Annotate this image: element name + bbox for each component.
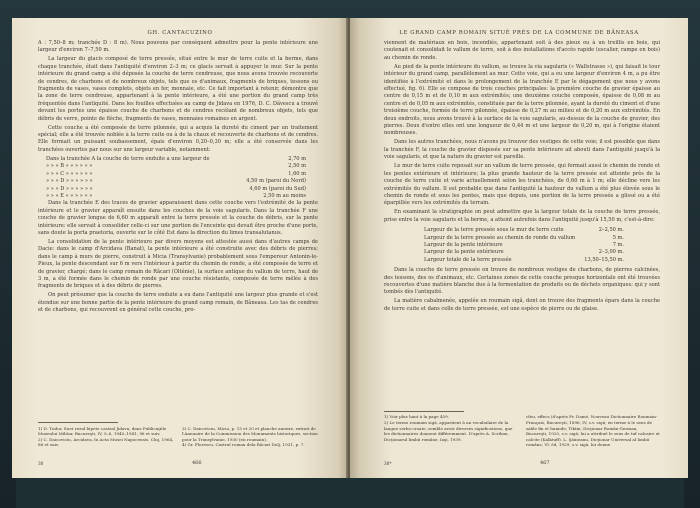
table-label: Largeur de la pente intérieure [424,241,503,248]
paragraph: La consolidation de la pente intérieure par divers moyens est attestée aussi dans d'autres camps de Dacie: dans le camp d'Arcidava (Banat), la pente intérieure a été construite avec des débris de pierres; dans le camp à murs de pierre, construit à Micia (Transylvanie) probablement sous l'empereur Antonin-le-Pieux, la pente descendant sur 6 m vers l'intérieur à partir du chemin de ronde, a été composée de terre et de gravier, chargé; dans le camp romain de Răcari (Olténie), la surface antique du vallum de terre, haut de 3 m, a été formée dans le chemin de ronde par une couche résistante, composée de terre mêlée à des fragments de briques et à des débris de pierres. [38,238,318,290]
footnote: cfeu, effecs (d'après Fr. Damé, Nouveau Dictionnaire Roumain-Français, Bucureşti, 1896, IV, s.v. sigă; en terme à le sens de sable fin et humide; Tiktin, Dicţionar Român-German, Bucureşti, 1925, s.v. sigă; lui a attribué le sens de tuf calcaire et calcite (Kalktuff). L. Şăineanu, Dicţionar Universal al limbii române, Vl. éd, 1929, s.v. sigă, lui donne [526,414,660,448]
table-value: 2–2,50 m. [598,227,624,234]
list-value: 2,50 m [288,163,306,170]
list-value: 4,60 m (paroi du Sud) [249,185,306,192]
list-item [46,178,306,185]
width-table [424,227,624,264]
right-signature-mark: 30* [384,461,392,466]
left-page-number: 466 [192,460,202,466]
left-running-head: GH. CANTACUZINO [147,30,213,36]
table-value: 5 m. [612,234,624,241]
table-row [424,235,624,242]
list-item [46,186,306,193]
paragraph: Dans la tranchée E des traces de gravier apparaissent dans cette couche vers l'extrémité de la pente intérieure et le gravier apparaît ensuite dans les couches de la voie sagularis. Dans la tranchée F une couche de gravier longue de 6,60 m apparaît entre la terre pressée et la couche de débris, sur la pente intérieure: elle servait à consolider celle-ci sur une portion de l'enceinte qui devait être proche d'une porte, sans doute la porta praetoria, ouverte sur le côté Est dans la direction du limes transalutanus. [38,200,318,236]
footnote: 4) Gr. Florescu, Castrul roman dela Răcari Dolj, 1931, p. 7. [182,442,305,448]
table-value: 2–3,00 m. [598,249,624,256]
paragraph: Dans la couche de terre pressée on trouve de nombreux vestiges de charbons, de pierres calcinées, des tessons, des os d'animaux, etc. Certaines zones de cette couche presque horizontale ont été trouvées recouvertes d'une matière blanche due à la fermentation de produits ou de déchets organiques; qui y sont tombés dès l'antiquité. [384,267,660,296]
list-label: » » » D » » » » » » [46,178,93,185]
left-page [12,18,348,478]
table-label: Largeur de la terre pressée sous le mur de terre cuite [424,227,564,234]
list-label: Dans la tranchée A la couche de terre enduite a une largeur de [46,155,210,162]
list-label: » » » B » » » » » » [46,163,93,170]
paragraph: A : 7,50–8 m; tranchée D : 8 m). Nous pouvons par conséquent admettre pour la pente intérieure une largeur d'environ 7–7,50 m. [38,40,318,54]
table-value: 13,50–15,50 m. [584,256,624,263]
list-label: » » » E » » » » » » [46,192,93,199]
right-page-body [384,40,660,315]
footnote: 1) Voir plus haut à la page 459. [384,414,450,420]
table-row [424,249,624,256]
table-label: Largeur totale de la terre pressée [424,256,512,263]
paragraph: Au pied de la pente intérieure du vallum, se trouve la via sagularis (« Wallstrasse »), qui faisait le tour intérieur du grand camp, parallèlement au mur. Cette voie, qui a eu une largeur d'environ 4 m, a pu être identifiée à l'extrémité et dans le prolongement de la tranchée E par le dégagement que nous y avons effectué, fig. 6). Elle se compose de trois couches principales: la première couche de gravier épaisse au centre de 0,15 m et de 0,10 m aux extrémités; une deuxième couche composée, épaisse de 0,08 m au centre et de 0,05 m aux extrémités, constituée par de la terre pilonnée, ayant la dureté du ciment et d'une troisième couche, formée de terre pilonnée, épaisse de 0,27 m au milieu et de 0,20 m aux extrémités. En deux endroits, nous avons trouvé à la surface de la voie sagularis, au-dessus de la couche de gravier, des pierres. Deux d'entre elles ont une longueur de 0,44 m et une largeur de 0,20 m, qui à l'origine étaient nombreuses. [384,63,660,137]
right-running-head: LE GRAND CAMP ROMAIN SITUÉ PRÈS DE LA COMMUNE DE BĂNEASA [399,30,639,36]
list-value: 2,70 m [288,155,306,162]
list-item [46,156,306,163]
table-value: 7 m. [612,241,624,248]
paragraph: Dans les autres tranchées, nous n'avons pu trouver des vestiges de cette voie; il est possible que dans la tranchée F, la couche de gravier disposée sur sa pente intérieure ait abouti dans l'antiquité jusqu'à la voie sagularis, et que la nature du gravier est pareille. [384,139,660,161]
footnote: 3) C. Daicoviciu, Micia, p. 15 et 20 et planche annexe, extrait de l'Annuaire de la Commission des Monuments historiques, section pour la Transylvanie, 1930 (en roumain). [182,425,318,442]
table-label: Largeur de la terre pressée au chemin de ronde du vallum [424,234,576,241]
footnote-rule [384,411,464,412]
table-row [424,227,624,234]
list-item [46,163,306,170]
paragraph: La matière cabalmenée, appelée en roumain sigă, dont on trouve des fragments épars dans la couche de terre cuite et dans celle de terre pressée, est une espèce de pierre ou de glaise. [384,298,660,312]
footnote: 2) Le terme roumain sigă, appartient à un vocabulaire de la langue serbo-croate, semble avoir diverses significations, que les dictionnaires donnent différemment. D'après A. Scriban, Dicţionarul limbii române, Iaşi, 1939. [384,420,513,442]
right-page [350,18,688,478]
paragraph: En examinant la stratigraphie on peut admettre que la largeur totale de la couche de terre pressée, prise entre la voie sagularis et la berme, a atteint autrefois dans l'antiquité jusqu'à 15,50 m, c'est-à-dire: [384,209,660,223]
left-page-body [38,40,318,316]
table-label: Largeur de la pente extérieure [424,249,504,256]
list-label: » » » D » » » » » » [46,185,93,192]
table-row [424,257,624,264]
right-page-number: 467 [540,460,550,466]
list-value: 4,50 m (paroi du Nord) [246,178,306,185]
list-item [46,171,306,178]
left-signature-mark: 30 [38,461,44,466]
paragraph: La largeur du glacis composé de terre pressée, situé entre le mur de terre cuite et la berme, dans chaque tranchée, était dans l'antiquité d'environ 2–3 m; ce glacis servait à appuyer le mur. Sur la pente intérieure du grand camp a été déposée la couche de terre cendreuse, que nous avons trouvée recouverte de cendres, de charbons et de nombreux objets, tels que os d'animaux, fragments de briques, tessons ou fragments de vases, vases complets, objets en fer, monnaie, etc. Ce fait important à retenir, démontre que la zone de terre cendreuse, appartenant à la pente intérieure, a été une portion du grand camp très fréquentée dans l'antiquité. Dans les fouilles effectuées au camp de Jidava en 1976, D. C. Dăvescu a trouvé devant les portes une épaisse couche de charbons et de cendres recélant de nombreux objets, tels que débris de verre, pointe de flèche, fragments de vases, monnaies romaines en argent. [38,56,318,122]
width-list [38,156,318,200]
footnote: 1) D. Tudor, Sicri rezul bipete castral Jidava, dans Publicaţiile Muzeului Militar, Bucureşti, IV, 5–6, 1940–1941, 96 et suiv. [38,425,167,437]
footnote: 2) C. Daicoviciu, Arcidava, în Acta Musei Napocensis, Cluj, 1964, 88 et suiv. [38,436,174,448]
paragraph: Le mur de terre cuite reposait sur un vallum de terre pressée, qui formait aussi le chemin de ronde et les pentes extérieure et intérieure; la plus grande hauteur de la terre pressée est atteinte près de la couche de terre cuite et varie actuellement selon les tranchées, de 0,60 m à 1 m; elle décline vers les extrémités du vallum. Il est probable que dans l'antiquité la hauteur du vallum a été plus élevée sous le chemin de ronde et sous les pentes, mais que depuis, une portion de la terre pressée a glissé ou a été éparpillée vers les extrémités du terrain. [384,163,660,207]
paragraph: viennent de matériaux en bois, incendiés, appartenant soit à des pieux ou à un treillis en bois, qui coutenait et consolidait le vallum de terre, soit à des installations d'accès rapide (escalier, rampe en bois) au chemin de ronde. [384,40,660,61]
list-value: 1,60 m [288,170,306,177]
paragraph: On peut présumer que la couche de terre enduite a eu dans l'antiquité une largeur plus grande et s'est étendue sur une bonne partie de la pente intérieure du grand camp romain, de Băneasa. Les tas de cendres et de charbons, qui recouvrent en général cette couche, pro- [38,292,318,314]
list-label: » » » C » » » » » » [46,170,93,177]
right-footnotes [384,407,660,448]
open-book [12,18,688,478]
list-value: 2,50 m au moins [263,192,306,199]
footnote-rule [38,422,118,423]
paragraph: Cette couche a été composée de terre pilonnée, qui a acquis la dureté du ciment par un traitement spécial; elle a été trouvée noblée à la terre cuite ou à de la chaux et recouverte de charbons et de cendres. Elle formait un puissant soubassement, épais d'environ 0,20–0,30 m; elle a été conservée dans les tranchées ouvertes par nous sur une largeur variable, notamment: [38,124,318,153]
left-footnotes [38,418,318,448]
